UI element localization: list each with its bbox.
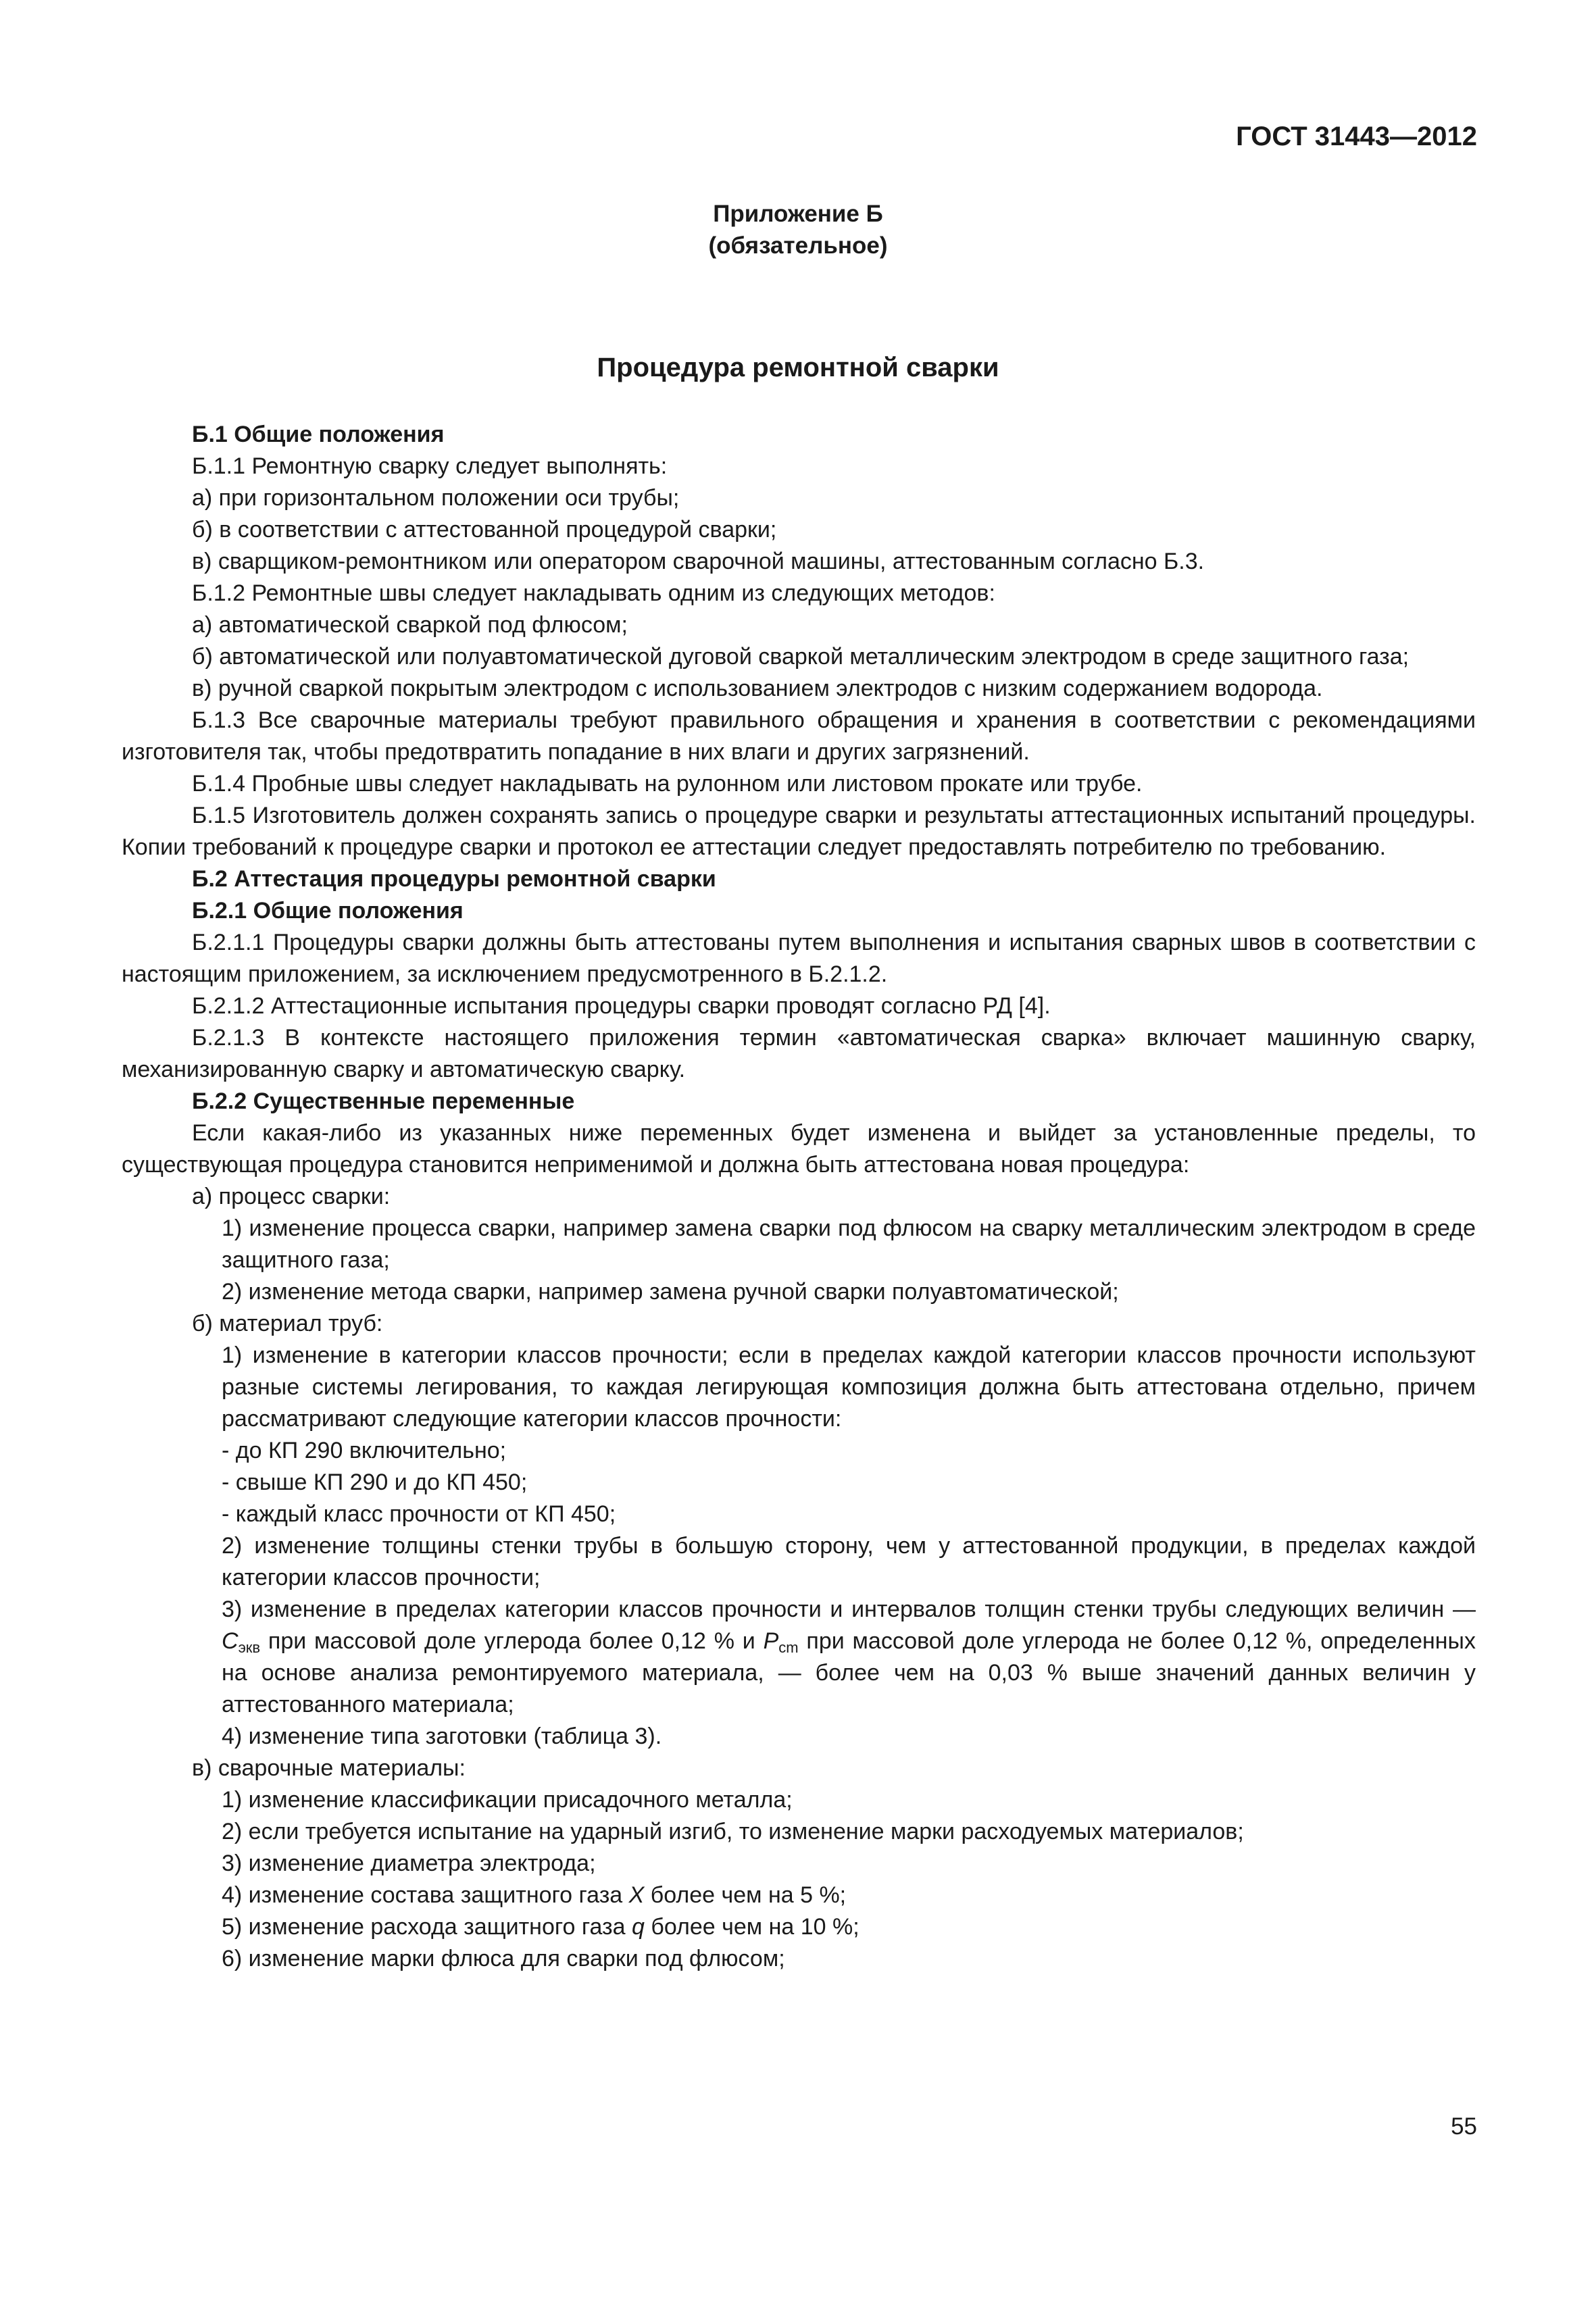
list-item: в) сварщиком-ремонтником или оператором сварочной машины, аттестованным согласно Б.3. [192, 549, 1205, 574]
text-span: при массовой доле углерода не более 0,12 %, определенных на основе анализа ремонтируемого материала, — более чем на 0,03 % выше значений данных величин у аттестованного материала; [222, 1628, 1476, 1717]
list-subitem: 2) изменение метода сварки, например замена ручной сварки полуавтоматической; [222, 1279, 1119, 1305]
variable-q: q [632, 1914, 645, 1940]
list-subitem: 1) изменение процесса сварки, например замена сварки под флюсом на сварку металлическим электродом в среде защитного газа; [222, 1215, 1476, 1273]
text-span: более чем на 5 %; [644, 1882, 847, 1908]
document-heading: Процедура ремонтной сварки [597, 353, 999, 382]
list-subitem [122, 1911, 1476, 1943]
annex-status: (обязательное) [708, 232, 888, 259]
dash-item: - до КП 290 включительно; [222, 1438, 507, 1463]
subsection-heading-b21: Б.2.1 Общие положения [192, 898, 464, 924]
paragraph-b211: Б.2.1.1 Процедуры сварки должны быть аттестованы путем выполнения и испытания сварных швов в соответствии с настоящим приложением, за исключением предусмотренного в Б.2.1.2. [122, 930, 1476, 987]
carbon-equivalent-subscript: экв [238, 1639, 261, 1656]
section-heading-b2: Б.2 Аттестация процедуры ремонтной сварки [192, 866, 716, 892]
standard-code: ГОСТ 31443—2012 [1236, 122, 1477, 151]
subsection-heading-b22: Б.2.2 Существенные переменные [192, 1088, 575, 1114]
list-subitem: 2) если требуется испытание на ударный изгиб, то изменение марки расходуемых материалов; [222, 1819, 1244, 1844]
text-span: при массовой доле углерода более 0,12 % и [260, 1628, 764, 1654]
list-subitem: 1) изменение в категории классов прочности; если в пределах каждой категории классов прочности используют разные системы легирования, то каждая легирующая композиция должна быть аттестована отдельно, причем рассматривают следующие категории классов прочности: [222, 1342, 1476, 1432]
list-subitem: 4) изменение типа заготовки (таблица 3). [222, 1724, 662, 1749]
list-subitem: 3) изменение диаметра электрода; [222, 1851, 596, 1876]
pcm-symbol: P [763, 1628, 779, 1654]
list-item: в) ручной сваркой покрытым электродом с использованием электродов с низким содержанием водорода. [192, 676, 1323, 701]
list-item-a: а) процесс сварки: [192, 1184, 391, 1209]
page-number: 55 [1451, 2113, 1477, 2140]
list-subitem: 6) изменение марки флюса для сварки под флюсом; [222, 1946, 785, 1971]
paragraph-b213: Б.2.1.3 В контексте настоящего приложения термин «автоматическая сварка» включает машинную сварку, механизированную сварку и автоматическую сварку. [122, 1025, 1476, 1082]
paragraph-b212: Б.2.1.2 Аттестационные испытания процедуры сварки проводят согласно РД [4]. [192, 993, 1051, 1019]
variable-x: X [628, 1882, 645, 1908]
section-heading-b1: Б.1 Общие положения [192, 422, 445, 447]
list-item-b: б) материал труб: [192, 1311, 383, 1336]
list-subitem: 2) изменение толщины стенки трубы в большую сторону, чем у аттестованной продукции, в пределах каждой категории классов прочности; [222, 1533, 1476, 1590]
dash-item: - каждый класс прочности от КП 450; [222, 1501, 616, 1527]
list-subitem-formula [122, 1594, 1476, 1721]
list-item: а) автоматической сваркой под флюсом; [192, 612, 628, 638]
list-subitem: 1) изменение классификации присадочного металла; [222, 1787, 793, 1813]
paragraph-b12: Б.1.2 Ремонтные швы следует накладывать одним из следующих методов: [192, 580, 995, 606]
list-item-c: в) сварочные материалы: [192, 1755, 466, 1781]
list-subitem [122, 1880, 1476, 1911]
paragraph-b15: Б.1.5 Изготовитель должен сохранять запись о процедуре сварки и результаты аттестационных испытаний процедуры. Копии требований к процедуре сварки и протокол ее аттестации следует предоставлять потребителю по требованию. [122, 803, 1476, 860]
document-body [122, 419, 1476, 1975]
annex-title: Приложение Б [713, 201, 883, 227]
list-item: б) в соответствии с аттестованной процедурой сварки; [192, 517, 777, 543]
pcm-subscript: cm [778, 1639, 799, 1656]
paragraph-b14: Б.1.4 Пробные швы следует накладывать на рулонном или листовом прокате или трубе. [192, 771, 1143, 797]
list-item: а) при горизонтальном положении оси трубы; [192, 485, 680, 511]
text-span: более чем на 10 %; [644, 1914, 859, 1940]
dash-item: - свыше КП 290 и до КП 450; [222, 1469, 528, 1495]
list-item: б) автоматической или полуавтоматической дуговой сваркой металлическим электродом в среде защитного газа; [192, 644, 1410, 670]
carbon-equivalent-symbol: C [222, 1628, 239, 1654]
paragraph-b13: Б.1.3 Все сварочные материалы требуют правильного обращения и хранения в соответствии с рекомендациями изготовителя так, чтобы предотвратить попадание в них влаги и других загрязнений. [122, 707, 1476, 765]
text-span: 3) изменение в пределах категории классов прочности и интервалов толщин стенки трубы следующих величин — [222, 1596, 1476, 1622]
paragraph-b22-intro: Если какая-либо из указанных ниже переменных будет изменена и выйдет за установленные пределы, то существующая процедура становится неприменимой и должна быть аттестована новая процедура: [122, 1120, 1476, 1178]
paragraph-b11: Б.1.1 Ремонтную сварку следует выполнять: [192, 453, 668, 479]
text-span: 4) изменение состава защитного газа [222, 1882, 629, 1908]
text-span: 5) изменение расхода защитного газа [222, 1914, 632, 1940]
